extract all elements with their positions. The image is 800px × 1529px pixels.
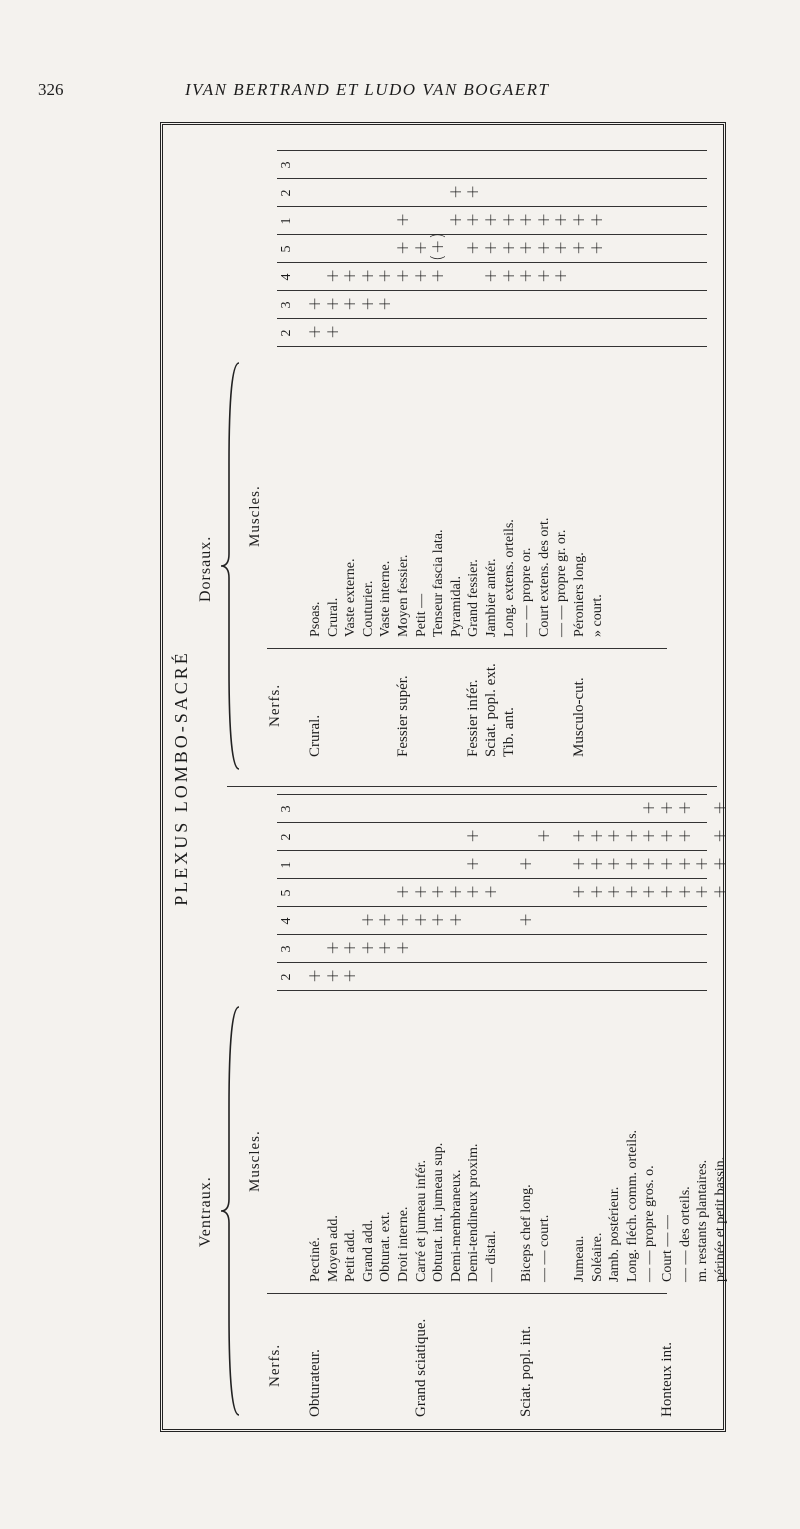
innervation-mark: +: [533, 212, 554, 227]
innervation-mark: (+): [428, 231, 449, 261]
innervation-mark: +: [445, 912, 466, 927]
segment-rule: [277, 934, 707, 935]
innervation-mark: +: [586, 212, 607, 227]
innervation-mark: +: [375, 268, 396, 283]
segment-rule: [277, 150, 707, 151]
muscle-name: Grand add.: [360, 1219, 376, 1282]
innervation-mark: +: [551, 268, 572, 283]
segment-label: 2: [279, 833, 294, 841]
innervation-mark: +: [393, 940, 413, 955]
muscle-name: Vaste externe.: [343, 558, 359, 637]
muscle-name: Demi-membraneux.: [448, 1169, 464, 1282]
segment-label: 5: [279, 245, 294, 253]
nerve-name: Sciat. popl. ext.: [483, 663, 499, 757]
innervation-mark: +: [657, 856, 677, 871]
nerfs-header: Nerfs.: [267, 1343, 283, 1387]
innervation-mark: +: [393, 240, 413, 255]
innervation-mark: +: [410, 884, 431, 899]
innervation-mark: +: [639, 884, 660, 899]
nerve-name: Fessier supér.: [395, 675, 411, 757]
innervation-mark: +: [322, 968, 343, 983]
segment-rule: [277, 962, 707, 963]
section-brace: [219, 1005, 241, 1417]
nerve-name: Tib. ant.: [500, 707, 517, 757]
innervation-mark: +: [481, 240, 501, 255]
innervation-mark: +: [445, 884, 466, 899]
column-divider: [267, 648, 667, 649]
nerfs-header: Nerfs.: [267, 683, 283, 727]
innervation-mark: +: [569, 884, 589, 899]
muscle-name: Couturier.: [360, 580, 376, 637]
muscle-name: Moyen fessier.: [396, 554, 411, 637]
muscle-name: Biceps chef long.: [519, 1184, 535, 1282]
innervation-mark: +: [621, 884, 642, 899]
innervation-mark: +: [322, 296, 343, 311]
innervation-mark: +: [674, 828, 695, 843]
segment-rule: [277, 290, 707, 291]
muscle-name: Petit —: [413, 593, 429, 637]
nerve-name: Sciat. popl. int.: [518, 1325, 535, 1417]
muscle-name: Long. fléch. comm. orteils.: [624, 1129, 640, 1282]
innervation-mark: +: [481, 212, 501, 227]
table-title: PLEXUS LOMBO-SACRÉ: [171, 650, 191, 906]
segment-label: 4: [279, 917, 294, 925]
innervation-mark: +: [410, 240, 431, 255]
innervation-mark: +: [305, 324, 325, 339]
innervation-mark: +: [516, 856, 537, 871]
muscle-name: Carré et jumeau infér.: [413, 1159, 429, 1282]
innervation-mark: +: [639, 800, 660, 815]
innervation-mark: +: [393, 884, 413, 899]
page-number: 326: [38, 80, 64, 99]
innervation-mark: +: [498, 240, 519, 255]
segment-rule: [277, 906, 707, 907]
segment-rule: [277, 850, 707, 851]
innervation-mark: +: [674, 856, 695, 871]
innervation-mark: +: [481, 884, 501, 899]
segment-rule: [277, 794, 707, 795]
innervation-mark: +: [357, 268, 378, 283]
innervation-mark: +: [340, 268, 361, 283]
segment-rule: [277, 878, 707, 879]
muscle-name: m. restants plantaires.: [695, 1159, 711, 1282]
muscle-name: Vaste interne.: [378, 560, 394, 637]
segment-rule: [277, 178, 707, 179]
muscle-name: Jumeau.: [572, 1235, 587, 1282]
muscle-name: Court extens. des ort.: [536, 517, 552, 637]
segment-rule: [277, 262, 707, 263]
muscle-name: » court.: [589, 594, 605, 637]
innervation-mark: +: [340, 940, 361, 955]
innervation-mark: +: [375, 296, 396, 311]
innervation-mark: +: [410, 268, 431, 283]
innervation-mark: +: [516, 212, 537, 227]
innervation-mark: +: [569, 856, 589, 871]
innervation-mark: +: [498, 268, 519, 283]
section-divider: [227, 786, 717, 787]
innervation-mark: +: [463, 884, 484, 899]
innervation-mark: +: [463, 828, 484, 843]
muscle-name: Court — —: [660, 1215, 675, 1282]
segment-label: 1: [279, 217, 294, 225]
muscle-name: Soléaire.: [589, 1232, 605, 1282]
muscle-name: Psoas.: [308, 601, 323, 637]
innervation-mark: +: [569, 212, 589, 227]
innervation-mark: +: [586, 240, 607, 255]
innervation-mark: +: [463, 856, 484, 871]
innervation-mark: +: [516, 240, 537, 255]
muscle-name: Jamb. postérieur.: [607, 1186, 623, 1282]
nerve-name: Grand sciatique.: [412, 1318, 429, 1417]
muscle-name: — — propre or.: [519, 547, 535, 637]
muscle-name: Pectiné.: [308, 1237, 323, 1282]
muscle-name: Péroniers long.: [572, 552, 587, 637]
muscle-name: Grand fessier.: [466, 559, 482, 637]
segment-label: 3: [279, 301, 294, 309]
innervation-mark: +: [604, 828, 625, 843]
segment-label: 3: [279, 161, 294, 169]
innervation-mark: +: [393, 268, 413, 283]
muscle-name: — — des orteils.: [677, 1186, 693, 1282]
innervation-mark: +: [357, 296, 378, 311]
innervation-mark: +: [305, 968, 325, 983]
innervation-mark: +: [569, 828, 589, 843]
innervation-mark: +: [533, 268, 554, 283]
innervation-mark: +: [692, 884, 713, 899]
innervation-mark: +: [322, 268, 343, 283]
innervation-mark: +: [604, 884, 625, 899]
muscle-name: Demi-tendineux proxim.: [466, 1143, 482, 1282]
innervation-mark: +: [393, 912, 413, 927]
muscle-name: Droit interne.: [396, 1206, 411, 1282]
innervation-mark: +: [481, 268, 501, 283]
innervation-mark: +: [428, 884, 449, 899]
muscle-name: Petit add.: [343, 1229, 359, 1282]
innervation-mark: +: [463, 212, 484, 227]
section-title: Ventraux.: [197, 1176, 214, 1247]
nerve-name: Crural.: [307, 714, 323, 757]
section-title: Dorsaux.: [197, 535, 214, 602]
muscle-name: Obturat. ext.: [378, 1211, 394, 1282]
innervation-mark: +: [569, 240, 589, 255]
innervation-mark: +: [375, 940, 396, 955]
innervation-mark: +: [322, 940, 343, 955]
muscle-name: — distal.: [484, 1230, 499, 1282]
innervation-mark: +: [463, 184, 484, 199]
segment-rule: [277, 990, 707, 991]
segment-label: 3: [279, 945, 294, 953]
innervation-mark: +: [709, 828, 730, 843]
rotated-table-body: [167, 129, 730, 1427]
innervation-mark: +: [657, 800, 677, 815]
innervation-mark: +: [393, 212, 413, 227]
innervation-mark: +: [445, 184, 466, 199]
innervation-mark: +: [639, 828, 660, 843]
muscles-header: Muscles.: [247, 485, 263, 547]
innervation-mark: +: [586, 856, 607, 871]
innervation-mark: +: [498, 212, 519, 227]
nerve-name: Honteux int.: [659, 1342, 675, 1417]
innervation-mark: +: [428, 912, 449, 927]
muscles-header: Muscles.: [247, 1130, 263, 1192]
muscle-name: Long. extens. orteils.: [501, 519, 517, 637]
innervation-mark: +: [586, 828, 607, 843]
segment-rule: [277, 206, 707, 207]
innervation-mark: +: [445, 212, 466, 227]
innervation-mark: +: [533, 240, 554, 255]
innervation-mark: +: [516, 268, 537, 283]
innervation-mark: +: [674, 800, 695, 815]
innervation-mark: +: [533, 828, 554, 843]
muscle-name: Pyramidal.: [448, 575, 464, 637]
muscle-name: — — propre gr. or.: [554, 529, 570, 637]
innervation-mark: +: [621, 856, 642, 871]
segment-label: 2: [279, 329, 294, 337]
segment-label: 2: [279, 973, 294, 981]
segment-rule: [277, 234, 707, 235]
innervation-mark: +: [516, 912, 537, 927]
nerve-name: Fessier infér.: [465, 679, 482, 757]
segment-label: 1: [279, 861, 294, 869]
innervation-mark: +: [657, 884, 677, 899]
muscle-name: Jambier antér.: [484, 558, 499, 637]
innervation-mark: +: [340, 296, 361, 311]
innervation-mark: +: [322, 324, 343, 339]
innervation-mark: +: [410, 912, 431, 927]
innervation-mark: +: [709, 800, 730, 815]
segment-rule: [277, 346, 707, 347]
innervation-mark: +: [428, 268, 449, 283]
column-divider: [267, 1293, 667, 1294]
innervation-mark: +: [604, 856, 625, 871]
segment-rule: [277, 822, 707, 823]
muscle-name: Tenseur fascia lata.: [431, 529, 447, 637]
innervation-mark: +: [586, 884, 607, 899]
muscle-name: — — propre gros. o.: [642, 1165, 658, 1282]
nerve-name: Musculo-cut.: [571, 677, 587, 757]
segment-label: 5: [279, 889, 294, 897]
section-brace: [219, 361, 241, 771]
muscle-name: Crural.: [325, 597, 341, 637]
plexus-table: [160, 122, 730, 1432]
segment-rule: [277, 318, 707, 319]
running-head: IVAN BERTRAND ET LUDO VAN BOGAERT: [185, 80, 550, 99]
innervation-mark: +: [692, 856, 713, 871]
muscle-name: périnée et petit bassin.: [712, 1156, 728, 1282]
segment-label: 3: [279, 805, 294, 813]
muscle-name: Moyen add.: [325, 1215, 341, 1282]
nerve-name: Obturateur.: [307, 1349, 323, 1417]
innervation-mark: +: [357, 940, 378, 955]
innervation-mark: +: [375, 912, 396, 927]
innervation-mark: +: [621, 828, 642, 843]
innervation-mark: +: [305, 296, 325, 311]
segment-label: 4: [279, 273, 294, 281]
innervation-mark: +: [357, 912, 378, 927]
innervation-mark: +: [709, 884, 730, 899]
innervation-mark: +: [709, 856, 730, 871]
innervation-mark: +: [674, 884, 695, 899]
innervation-mark: +: [463, 240, 484, 255]
muscle-name: — — court.: [536, 1214, 552, 1282]
innervation-mark: +: [657, 828, 677, 843]
innervation-mark: +: [551, 212, 572, 227]
innervation-mark: +: [551, 240, 572, 255]
segment-label: 2: [279, 189, 294, 197]
innervation-mark: +: [639, 856, 660, 871]
innervation-mark: +: [340, 968, 361, 983]
muscle-name: Obturat. int. jumeau sup.: [431, 1142, 447, 1282]
